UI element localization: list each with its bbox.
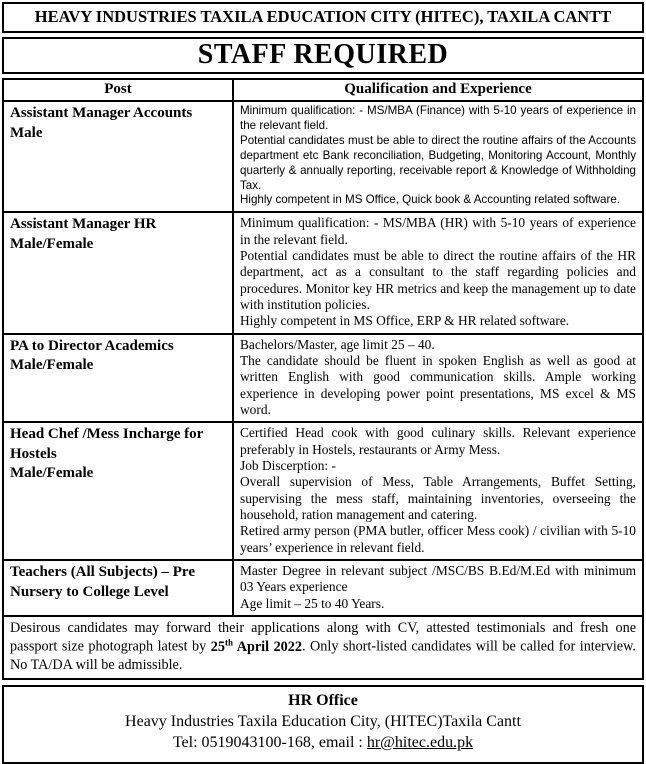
post-cell: Head Chef /Mess Incharge for Hostels Male/Female [3,422,233,560]
qualification-cell: Minimum qualification: - MS/MBA (HR) with 5-10 years of experience in the relevant field. Potential candidates must be able to direct the routine affairs of the HR department, act as a consultant to the staff regarding policies and procedures. Monitor key HR metrics and keep the management up to date with institution policies. Highly competent in MS Office, ERP & HR related software. [233,212,643,333]
application-instructions [3,616,643,679]
tel-and-email-label: Tel: 0519043100-168, email : [172,734,367,752]
email-link[interactable]: hr@hitec.edu.pk [366,734,474,752]
post-cell: PA to Director Academics Male/Female [3,334,233,423]
qualification-cell: Bachelors/Master, age limit 25 – 40. The candidate should be fluent in spoken English as well as good at written English with good communication skills. Ample working experience in developing power point presentations, MS excel & MS word. [233,334,643,423]
banner-title: STAFF REQUIRED [197,38,449,70]
footer-row [3,616,643,679]
header-title: HEAVY INDUSTRIES TAXILA EDUCATION CITY (HITEC), TAXILA CANTT [34,7,612,26]
post-cell: Teachers (All Subjects) – Pre Nursery to College Level [3,560,233,616]
col-header-post: Post [3,79,233,101]
qualification-cell: Certified Head cook with good culinary skills. Relevant experience preferably in Hostels, restaurants or Army Mess. Job Discerption: - Overall supervision of Mess, Table Arrangements, Buffet Setting, supervising the mess staff, maintaining inventories, overseeing the household, ration management and catering. Retired army person (PMA butler, officer Mess cook) / civilian with 5-10 years’ experience in relevant field. [233,422,643,560]
col-header-qualification: Qualification and Experience [233,79,643,101]
table-row [3,101,643,212]
hr-office-contact [8,732,638,753]
qualification-cell: Minimum qualification: - MS/MBA (Finance) with 5-10 years of experience in the relevant field. Potential candidates must be able to direct the routine affairs of the Accounts department etc Bank reconciliation, Budgeting, Monitoring Account, Monthly quarterly & annually reporting, receivable report & Knowledge of Withholding Tax. Highly competent in MS Office, Quick book & Accounting related software. [233,101,643,212]
table-row [3,212,643,333]
post-cell: Assistant Manager Accounts Male [3,101,233,212]
deadline-date: 25th April 2022 [210,637,302,656]
instructions-before: Desirous candidates may forward their applications along with CV, attested testimonials and fresh one passport size photograph latest by [10,620,636,656]
table-row [3,334,643,423]
ad-header [2,2,644,33]
qualification-cell: Master Degree in relevant subject /MSC/BS B.Ed/M.Ed with minimum 03 Years experience Age limit – 25 to 40 Years. [233,560,643,616]
table-header-row [3,79,643,101]
jobs-table [2,78,644,680]
staff-required-banner [2,37,644,74]
hr-office-section [2,685,644,764]
instructions-after: . Only short-listed candidates will be called for interview. No TA/DA will be admissible. [10,639,636,673]
table-row [3,560,643,616]
hr-office-address: Heavy Industries Taxila Education City, (HITEC)Taxila Cantt [125,712,521,730]
hr-office-title: HR Office [288,691,358,709]
post-cell: Assistant Manager HR Male/Female [3,212,233,333]
table-row [3,422,643,560]
